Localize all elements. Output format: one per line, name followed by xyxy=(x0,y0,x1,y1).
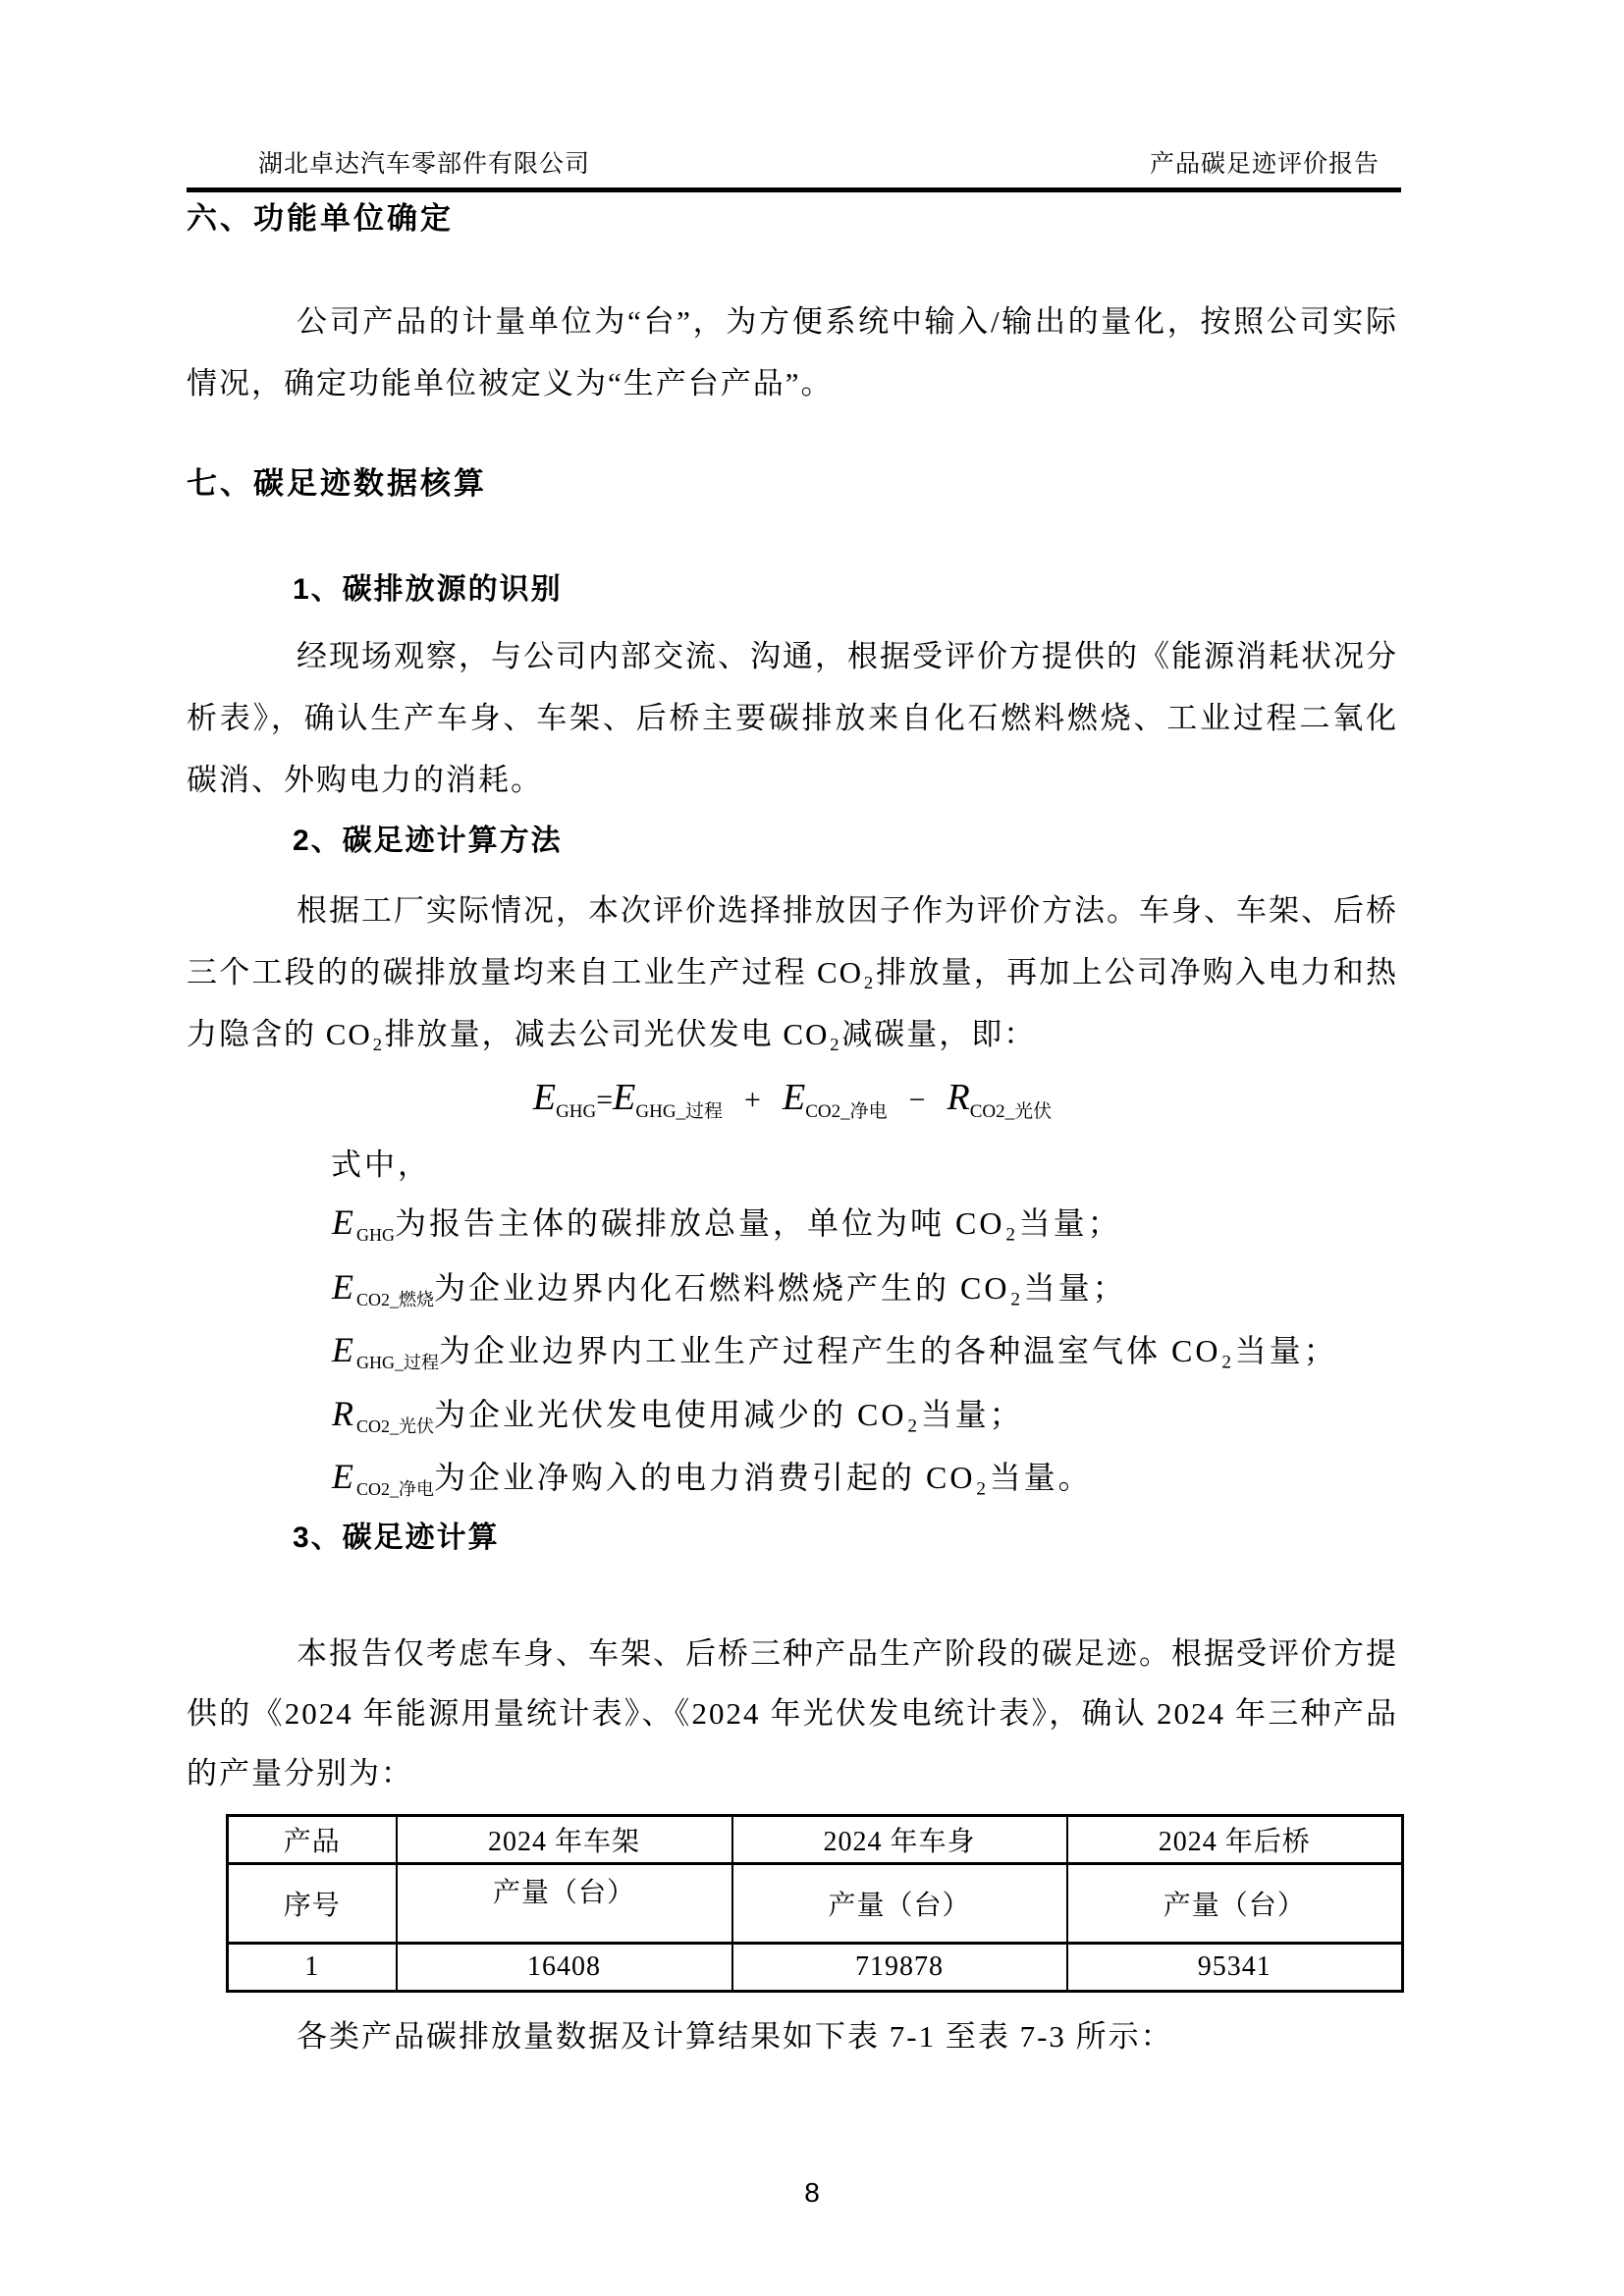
table-header-row xyxy=(228,1816,1403,1864)
closing-paragraph: 各类产品碳排放量数据及计算结果如下表 7-1 至表 7-3 所示： xyxy=(297,2019,1173,2054)
ghg-formula xyxy=(187,1076,1398,1122)
section-7-title: 七、碳足迹数据核算 xyxy=(187,466,487,501)
subsection-3-title: 3、碳足迹计算 xyxy=(293,1522,500,1554)
page-number: 8 xyxy=(804,2177,820,2208)
formula-plus: + xyxy=(744,1084,761,1116)
formula-where-label: 式中， xyxy=(331,1148,431,1182)
table-cell-serial-1: 1 xyxy=(228,1944,397,1992)
table-cell-body-output: 719878 xyxy=(732,1944,1067,1992)
formula-equals: = xyxy=(596,1084,614,1116)
table-label-output-body: 产量（台） xyxy=(732,1864,1067,1944)
header-rule xyxy=(187,187,1401,192)
table-label-output-frame: 产量（台） xyxy=(397,1864,732,1944)
subsection-3-paragraph: 本报告仅考虑车身、车架、后桥三种产品生产阶段的碳足迹。根据受评价方提供的《2024 年能源用量统计表》、《2024 年光伏发电统计表》，确认 2024 年三种产品的产量分别为： xyxy=(187,1636,1398,1790)
header-company-name: 湖北卓达汽车零部件有限公司 xyxy=(258,151,591,178)
table-label-serial: 序号 xyxy=(228,1864,397,1944)
production-table xyxy=(226,1814,1404,1993)
formula-term-photovoltaic: RCO2_光伏 xyxy=(947,1077,1053,1122)
subsection-2-paragraph: 根据工厂实际情况，本次评价选择排放因子作为评价方法。车身、车架、后桥三个工段的的碳排放量均来自工业生产过程 CO₂排放量，再加上公司净购入电力和热力隐含的 CO₂排放量，减去公司光伏发电 CO₂减碳量，即： xyxy=(187,893,1398,1051)
page-header xyxy=(187,150,1401,180)
table-cell-frame-output: 16408 xyxy=(397,1944,732,1992)
section-6-paragraph: 公司产品的计量单位为“台”，为方便系统中输入/输出的量化，按照公司实际情况，确定功能单位被定义为“生产台产品”。 xyxy=(187,304,1398,400)
table-header-product: 产品 xyxy=(228,1816,397,1864)
subsection-1-paragraph: 经现场观察，与公司内部交流、沟通，根据受评价方提供的《能源消耗状况分析表》，确认生产车身、车架、后桥主要碳排放来自化石燃料燃烧、工业过程二氧化碳消、外购电力的消耗。 xyxy=(187,639,1398,797)
subsection-1-title: 1、碳排放源的识别 xyxy=(293,573,563,606)
table-header-frame-2024: 2024 年车架 xyxy=(397,1816,732,1864)
section-6-title: 六、功能单位确定 xyxy=(187,201,454,236)
table-cell-rear-axle-output: 95341 xyxy=(1067,1944,1403,1992)
formula-term-process: EGHG_过程 xyxy=(613,1077,724,1122)
table-label-output-rear-axle: 产量（台） xyxy=(1067,1864,1403,1944)
definition-eghg: $E_{GHG}$为报告主体的碳排放总量，单位为吨 CO₂当量； xyxy=(332,1202,1122,1245)
formula-minus: − xyxy=(908,1084,926,1116)
definition-rco2-photovoltaic: $R_{CO2\_光伏}$为企业光伏发电使用减少的 CO₂当量； xyxy=(332,1394,1024,1436)
subsection-2-title: 2、碳足迹计算方法 xyxy=(293,825,563,857)
table-header-rear-axle-2024: 2024 年后桥 xyxy=(1067,1816,1403,1864)
definition-eco2-combustion: $E_{CO2\_燃烧}$为企业边界内化石燃料燃烧产生的 CO₂当量； xyxy=(332,1267,1127,1309)
table-data-row xyxy=(228,1944,1403,1992)
definition-eco2-net-electricity: $E_{CO2\_净电}$为企业净购入的电力消费引起的 CO₂当量。 xyxy=(332,1457,1093,1499)
formula-term-eghg: EGHG xyxy=(532,1077,597,1122)
header-report-title: 产品碳足迹评价报告 xyxy=(1149,151,1380,178)
table-header-body-2024: 2024 年车身 xyxy=(732,1816,1067,1864)
definition-eghg-process: $E_{GHG\_过程}$为企业边界内工业生产过程产生的各种温室气体 CO₂当量； xyxy=(332,1330,1338,1372)
table-label-row xyxy=(228,1864,1403,1944)
formula-term-net-electricity: ECO2_净电 xyxy=(782,1077,888,1122)
